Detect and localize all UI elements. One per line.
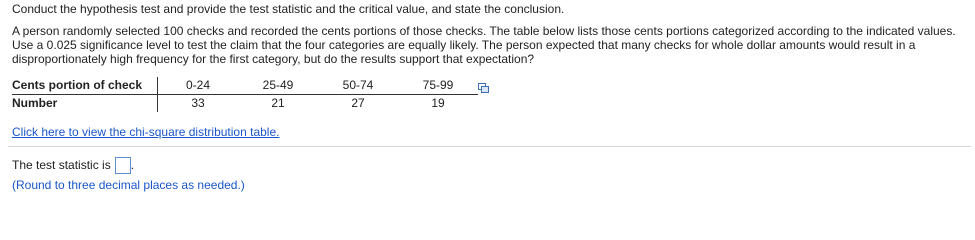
answer-prefix: The test statistic is: [12, 158, 111, 172]
count-cell: 27: [351, 96, 365, 110]
cents-data-table: [12, 77, 478, 112]
count-cell: 33: [191, 96, 205, 110]
category-cell: 50-74: [318, 77, 398, 95]
count-cell: 19: [431, 96, 445, 110]
answer-line: [12, 156, 134, 174]
rounding-note: (Round to three decimal places as needed.): [12, 178, 245, 192]
question-intro: Conduct the hypothesis test and provide the test statistic and the critical value, and state the conclusion.: [12, 2, 565, 16]
copy-data-icon[interactable]: [478, 82, 489, 92]
answer-suffix: .: [130, 158, 135, 172]
section-divider: [8, 146, 971, 147]
row-label-cents: Cents portion of check: [12, 77, 158, 95]
table-count-row: [12, 95, 478, 113]
test-statistic-input[interactable]: [115, 157, 131, 174]
category-cell: 25-49: [238, 77, 318, 95]
table-header-row: [12, 77, 478, 95]
question-prompt: A person randomly selected 100 checks and recorded the cents portions of those checks. The table below lists those cents portions categorized according to the indicated values. Use a 0.025 significance level to test the claim that the four categories are equally likely. The person expected that many checks for whole dollar amounts would result in a disproportionately high frequency for the first category, but do the results support that expectation?: [12, 24, 956, 66]
category-cell: 75-99: [398, 77, 478, 95]
row-label-number: Number: [12, 95, 158, 113]
category-cell: 0-24: [158, 77, 239, 95]
chi-square-table-link[interactable]: Click here to view the chi-square distribution table.: [12, 125, 280, 139]
count-cell: 21: [271, 96, 285, 110]
